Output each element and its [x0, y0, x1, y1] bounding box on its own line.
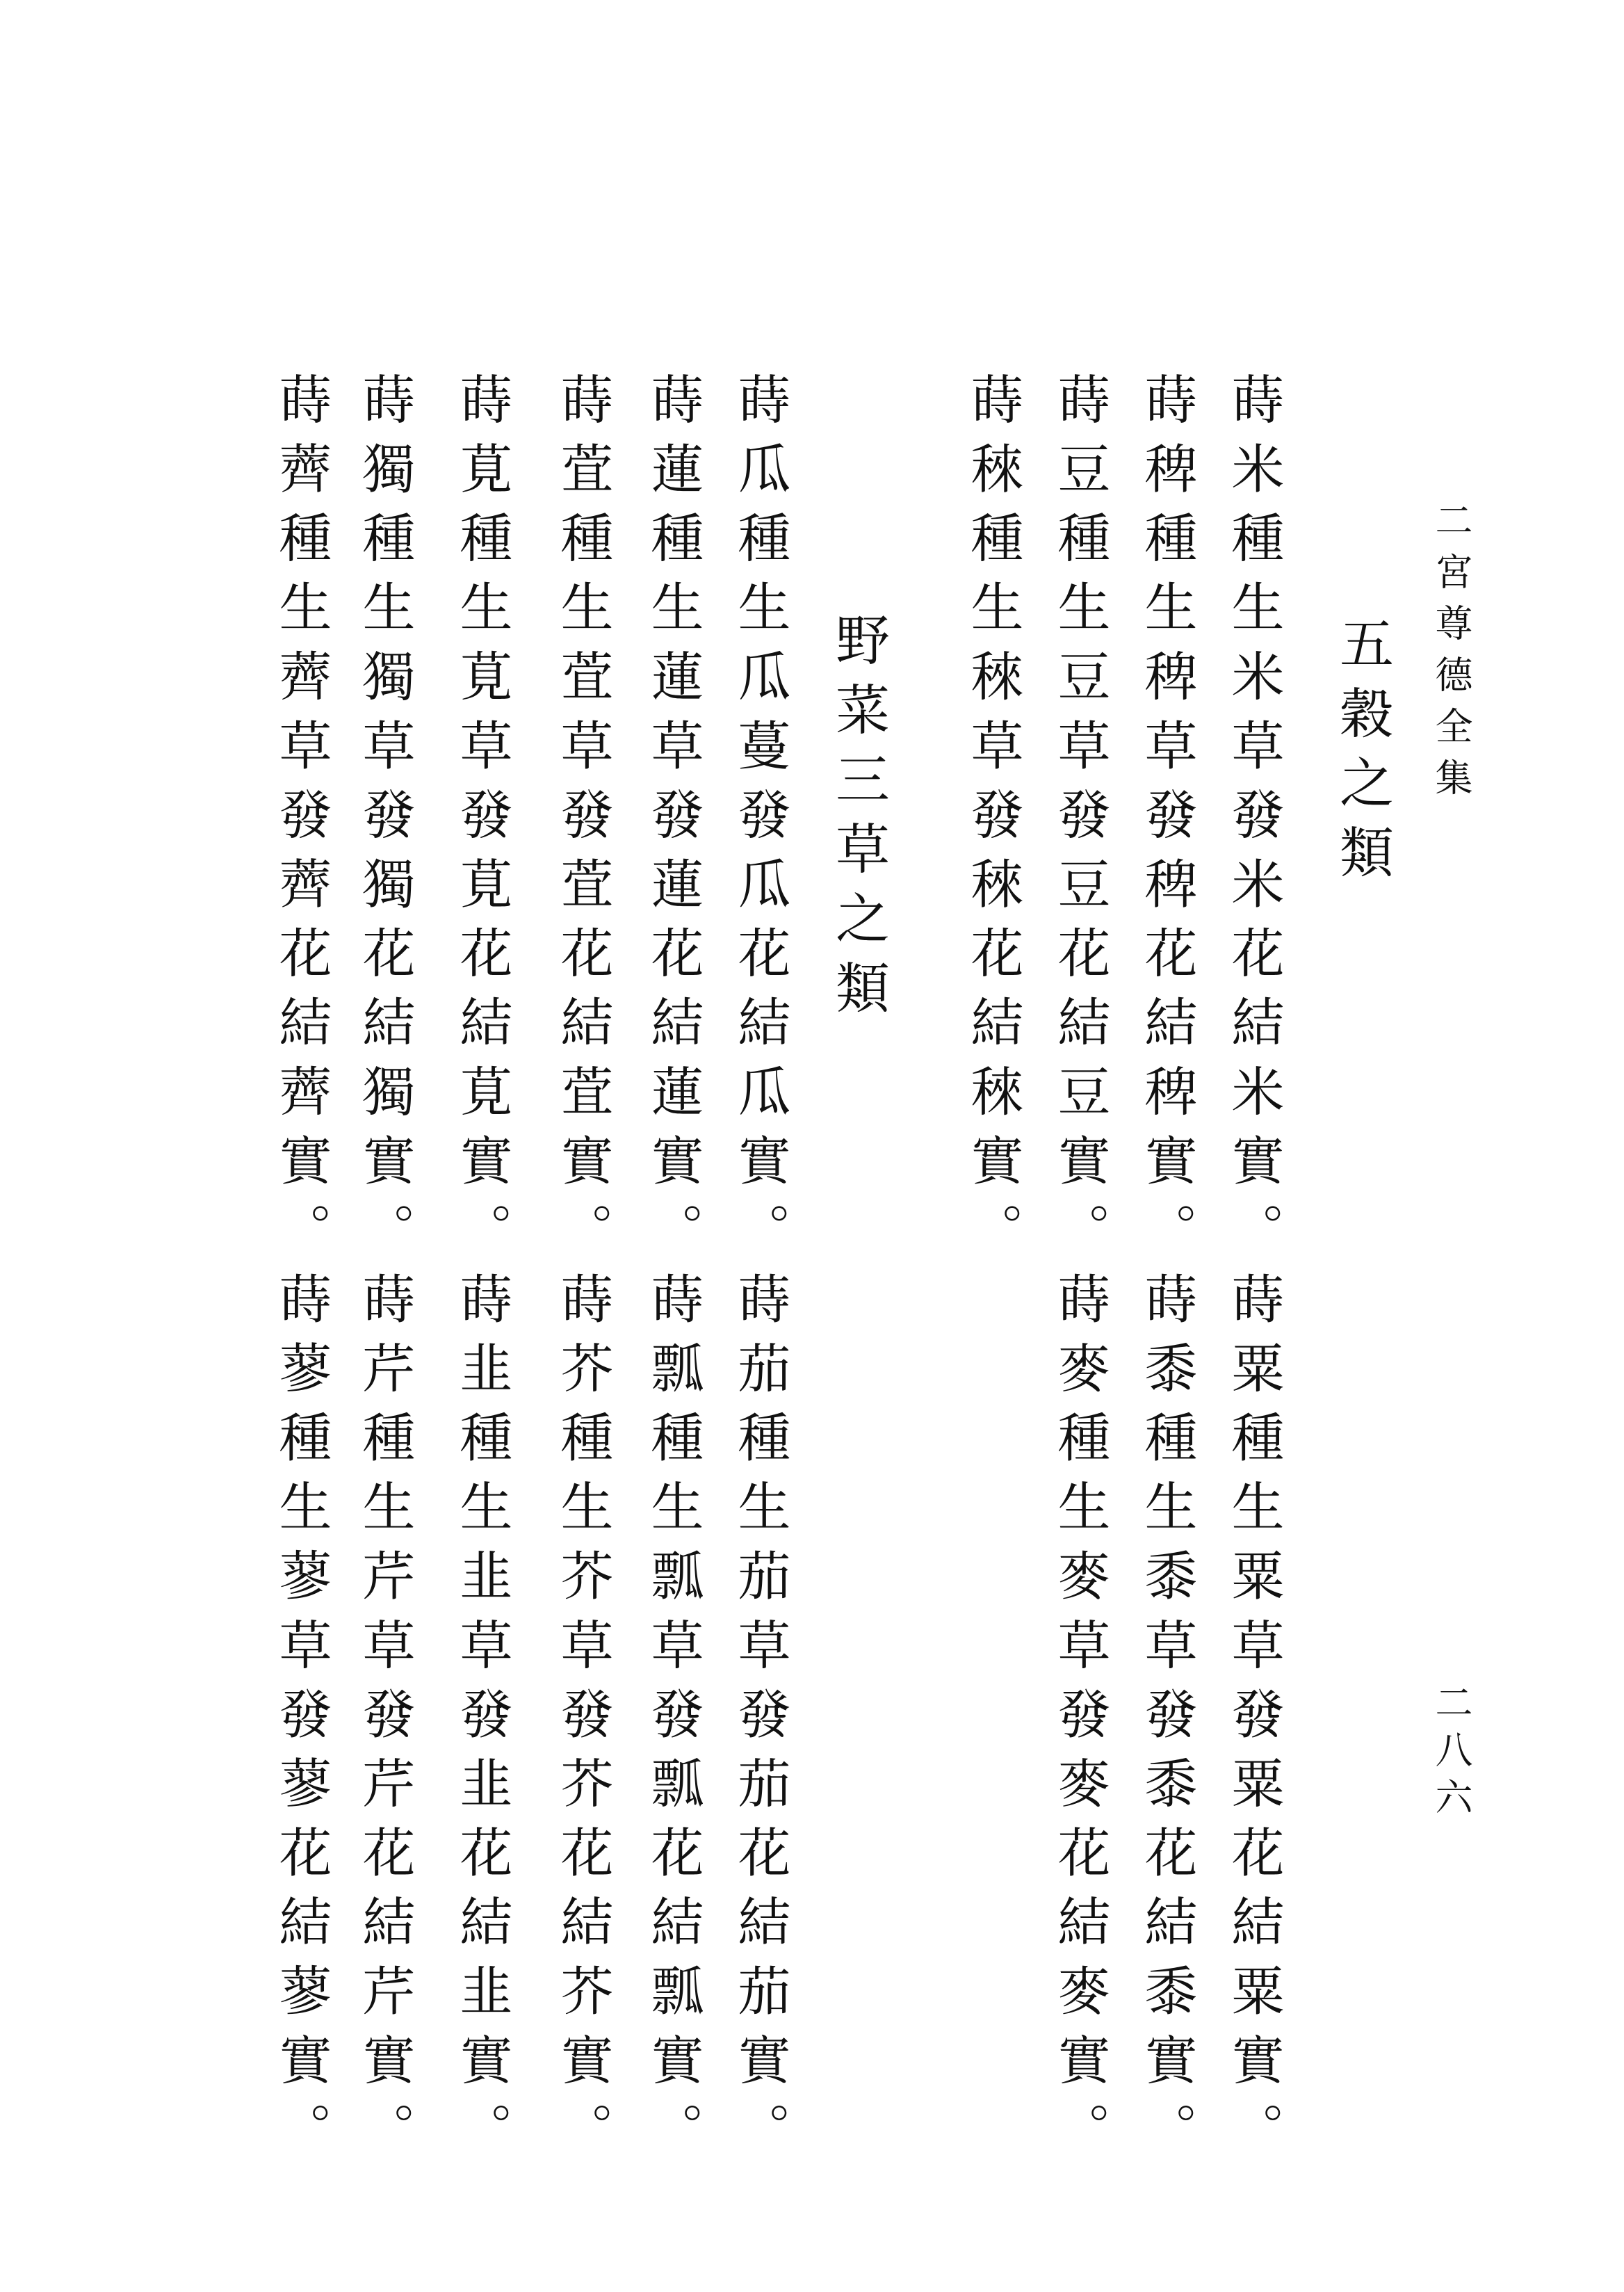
- section-title-grains: 五穀之類: [1331, 615, 1393, 894]
- text-line: 蒔米種生米草發米花結米實。蒔粟種生粟草發粟花結粟實。: [1223, 372, 1285, 2171]
- text-line: 蒔獨種生獨草發獨花結獨實。蒔芹種生芹草發芹花結芹實。: [354, 372, 416, 2171]
- text-line: 蒔薺種生薺草發薺花結薺實。蒔蓼種生蓼草發蓼花結蓼實。: [270, 372, 332, 2171]
- page-number: 二八六: [1429, 1683, 1473, 1825]
- text-line: 蒔豆種生豆草發豆花結豆實。蒔麥種生麥草發麥花結麥實。: [1049, 372, 1111, 2171]
- text-line: 蒔蓮種生蓮草發蓮花結蓮實。蒔瓢種生瓢草發瓢花結瓢實。: [642, 372, 704, 2171]
- text-line: 蒔瓜種生瓜蔓發瓜花結瓜實。蒔茄種生茄草發茄花結茄實。: [729, 372, 791, 2171]
- section-title-vegetables: 野菜三草之類: [827, 612, 889, 1029]
- running-head: 二宮尊德全集: [1429, 501, 1473, 809]
- text-line: 蒔莧種生莧草發莧花結莧實。蒔韭種生韭草發韭花結韭實。: [451, 372, 513, 2171]
- text-line: 蒔䅘種生䅘草發䅘花結䅘實。: [962, 372, 1024, 1272]
- text-line: 蒔稗種生稗草發稗花結稗實。蒔黍種生黍草發黍花結黍實。: [1136, 372, 1198, 2171]
- text-line: 蒔萓種生萓草發萓花結萓實。蒔芥種生芥草發芥花結芥實。: [552, 372, 614, 2171]
